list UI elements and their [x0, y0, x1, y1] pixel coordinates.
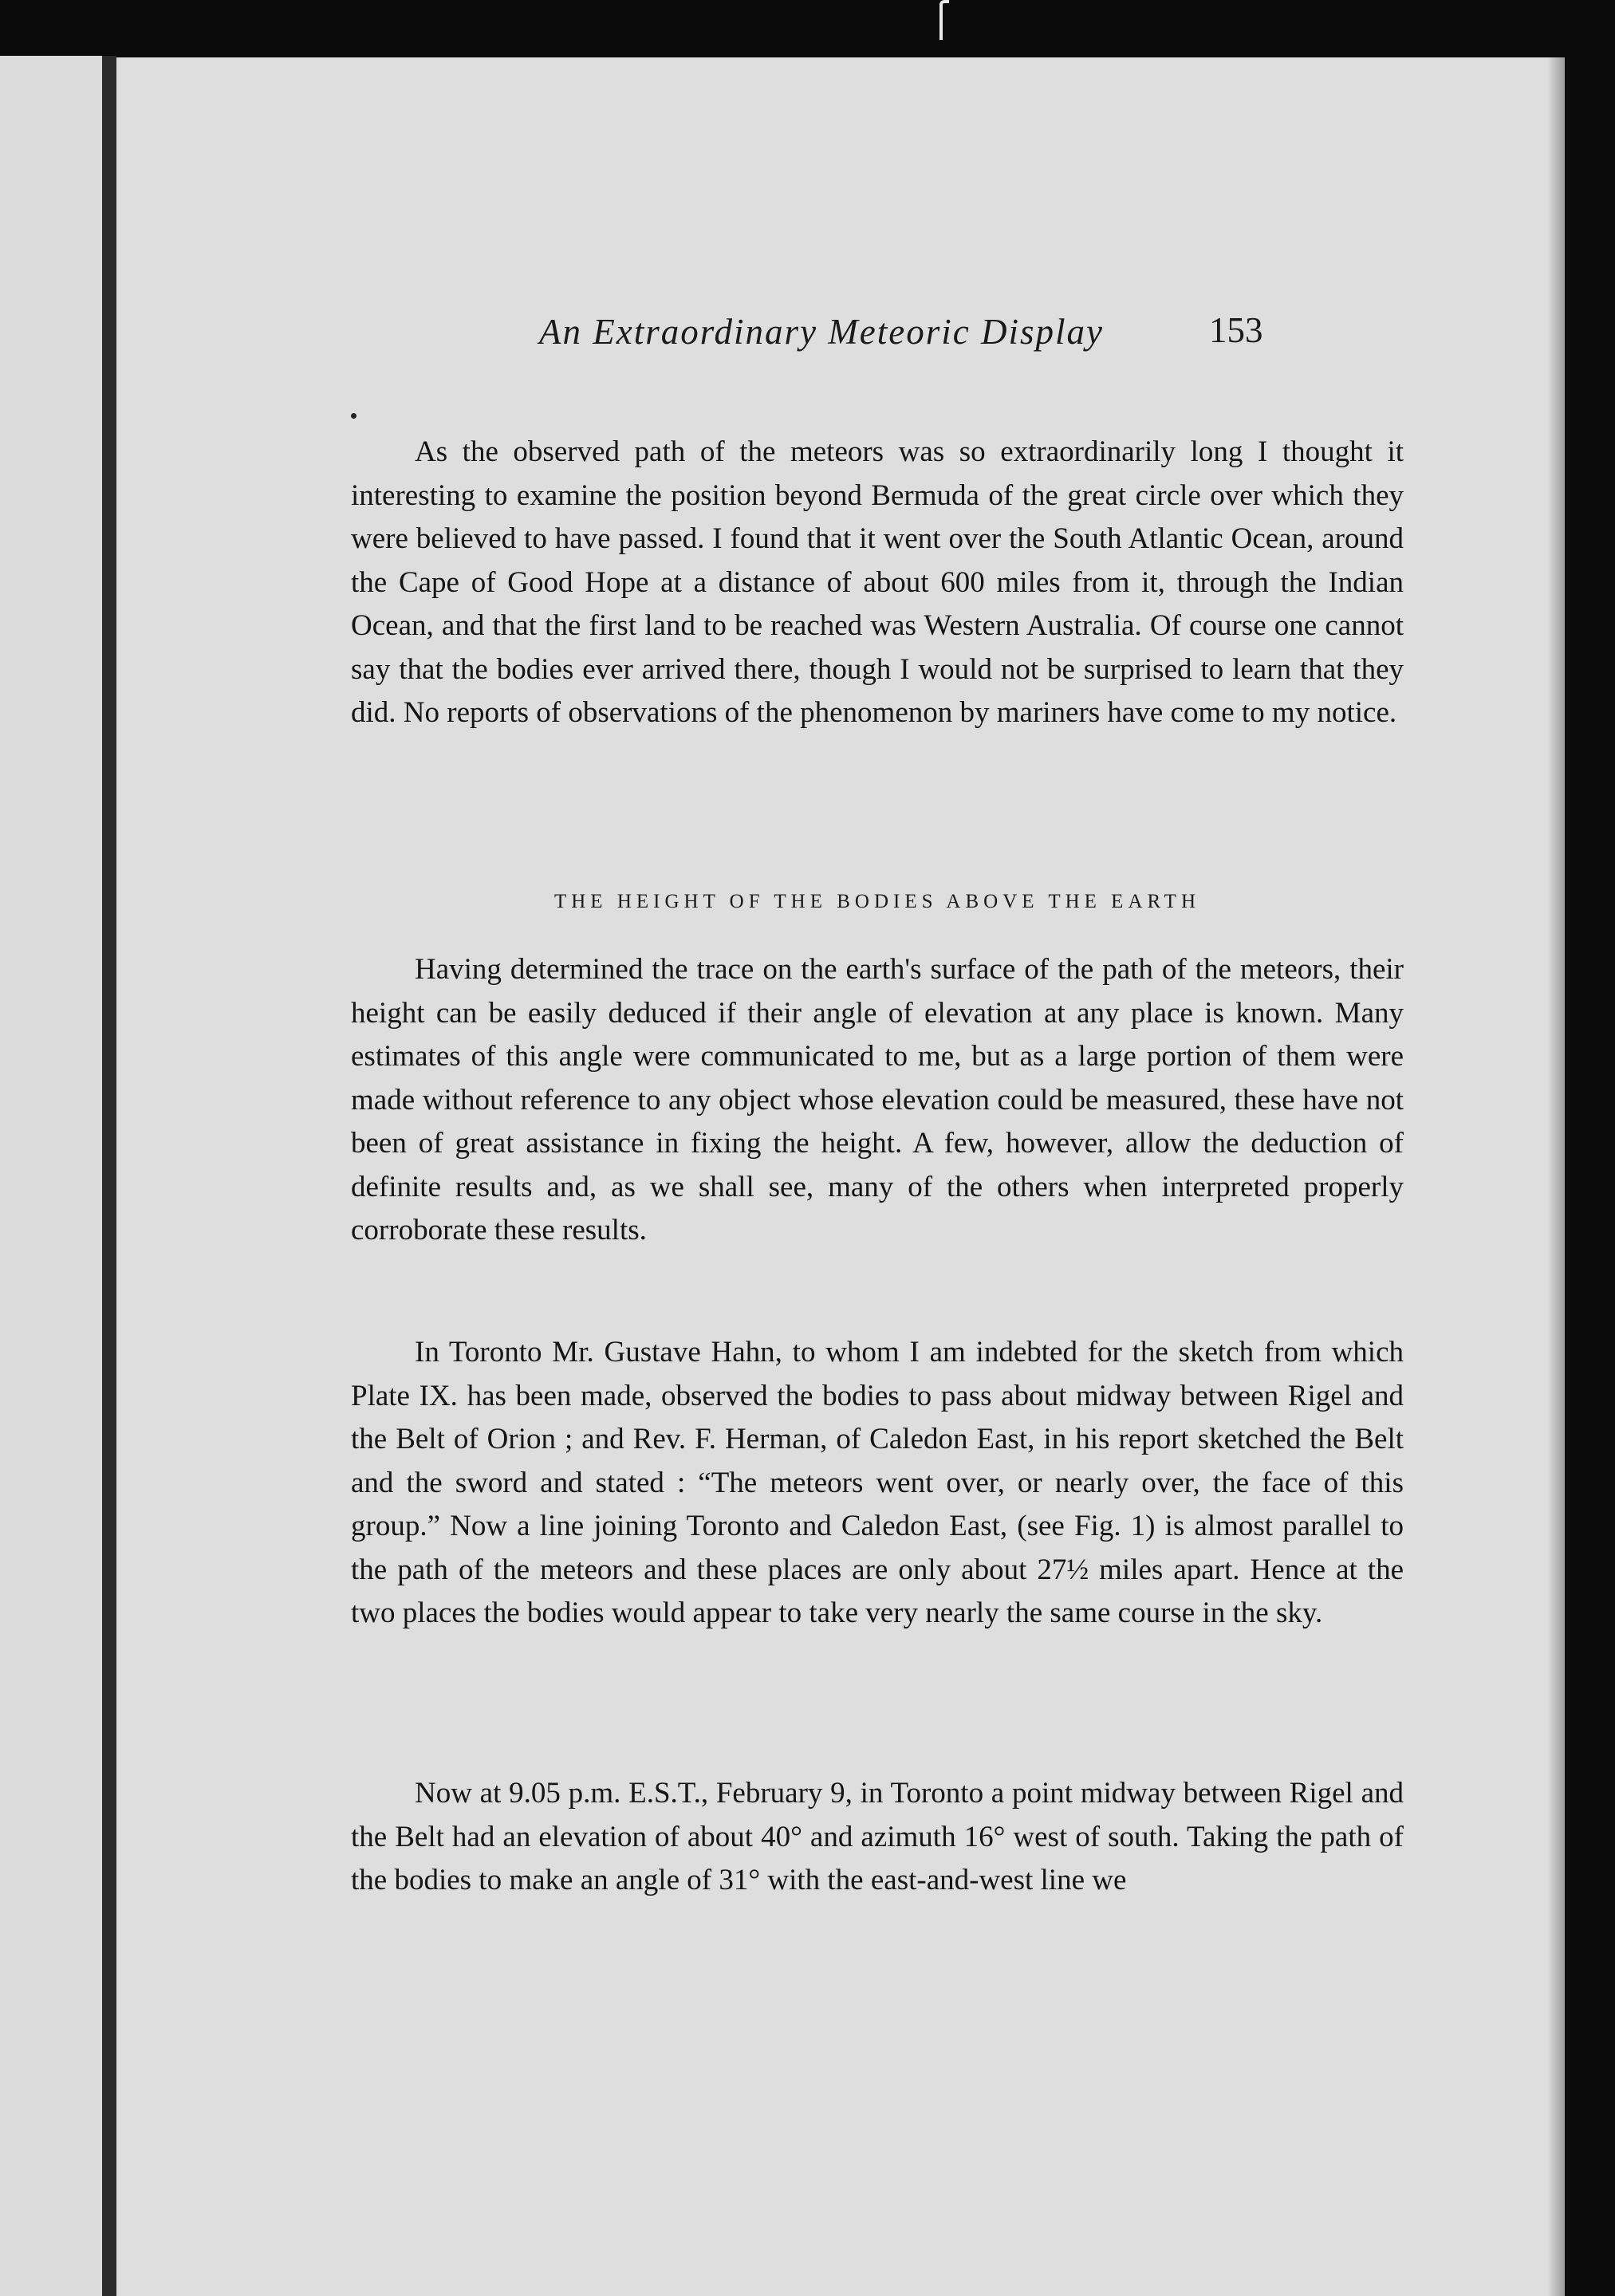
paragraph-2: Having determined the trace on the earth's surface of the path of the meteors, their height can be easily deduced if their angle of elevation at any place is known. Many estimates of this angle were communicated to me, but as a large portion of them were made without reference to any object whose elevation could be measured, these have not been of great assistance in fixing the height. A few, however, allow the deduction of definite results and, as we shall see, many of the others when interpreted properly corroborate these results.: [351, 953, 1404, 1246]
page-number: 153: [1209, 310, 1263, 350]
page-header: [539, 311, 1337, 359]
paragraph-1: As the observed path of the meteors was so extraordinarily long I thought it interesting to examine the position beyond Bermuda of the great circle over which they were believed to have passed. I found that it went over the South Atlantic Ocean, around the Cape of Good Hope at a distance of about 600 miles from it, through the Indian Ocean, and that the first land to be reached was Western Australia. Of course one cannot say that the bodies ever arrived there, though I would not be surprised to learn that they did. No reports of observations of the phenomenon by mariners have come to my notice.: [351, 435, 1404, 729]
section-heading: THE HEIGHT OF THE BODIES ABOVE THE EARTH: [553, 891, 1200, 912]
binding-mark: [939, 0, 949, 40]
print-speck: [351, 413, 356, 419]
paragraph-3: In Toronto Mr. Gustave Hahn, to whom I am indebted for the sketch from which Plate IX. has been made, observed the bodies to pass about midway between Rigel and the Belt of Orion ; and Rev. F. Herman, of Caledon East, in his report sketched the Belt and the sword and stated : “The meteors went over, or nearly over, the face of this group.” Now a line joining Toronto and Caledon East, (see Fig. 1) is almost parallel to the path of the meteors and these places are only about 27½ miles apart. Hence at the two places the bodies would appear to take very nearly the same course in the sky.: [351, 1336, 1404, 1629]
page-edge-shadow: [1547, 57, 1565, 2296]
book-gutter: [102, 56, 116, 2296]
facing-page-edge: [0, 56, 102, 2296]
running-title: An Extraordinary Meteoric Display: [539, 312, 1104, 352]
book-page: [116, 57, 1565, 2296]
paragraph-4: Now at 9.05 p.m. E.S.T., February 9, in Toronto a point midway between Rigel and the Belt had an elevation of about 40° and azimuth 16° west of south. Taking the path of the bodies to make an angle of 31° with the east-and-west line we: [351, 1777, 1404, 1896]
